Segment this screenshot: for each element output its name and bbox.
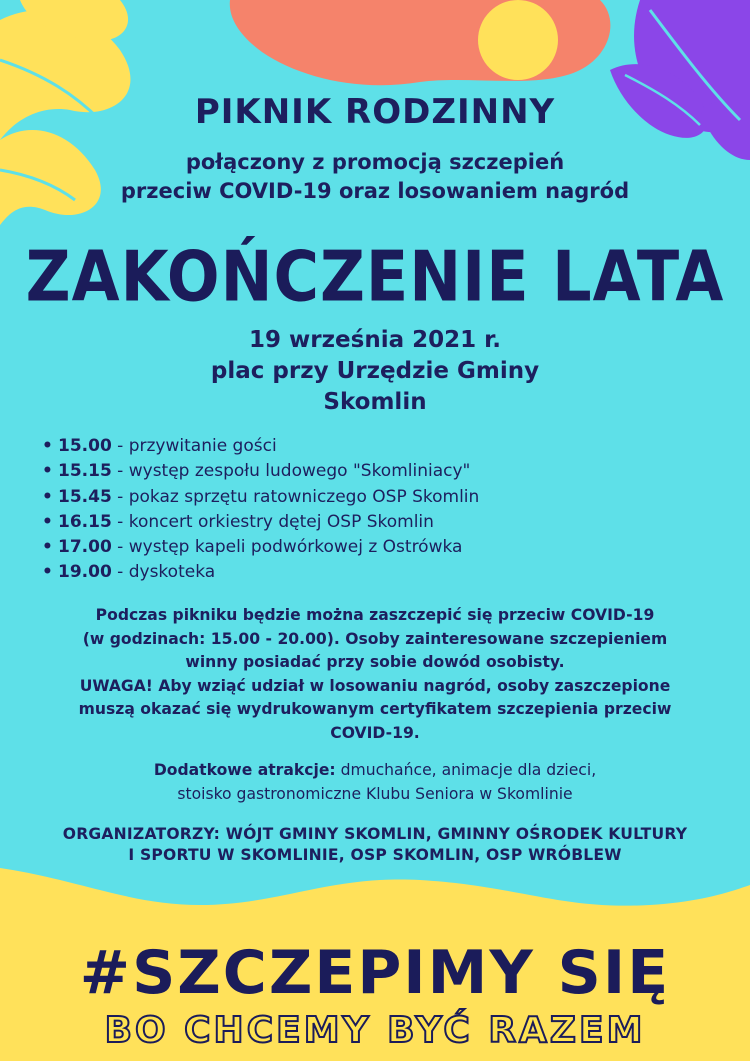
extra-attractions-line-2: stoisko gastronomiczne Klubu Seniora w Skomlinie <box>177 784 573 803</box>
page-title: PIKNIK RODZINNY <box>194 92 556 132</box>
bullet-icon: • <box>42 461 53 482</box>
schedule-time: 17.00 <box>58 537 112 558</box>
schedule-time: 16.15 <box>58 511 112 532</box>
vaccination-info-line: winny posiadać przy sobie dowód osobisty. <box>185 653 565 671</box>
extra-attractions <box>0 759 750 806</box>
schedule-time: 15.00 <box>58 436 112 456</box>
organizers-line-1: ORGANIZATORZY: WÓJT GMINY SKOMLIN, GMINNY OŚRODEK KULTURY <box>62 825 688 843</box>
event-name: ZAKOŃCZENIE LATA <box>25 235 725 318</box>
vaccination-info-line: Podczas pikniku będzie można zaszczepić się przeciw COVID-19 <box>95 606 655 624</box>
event-date: 19 września 2021 r. <box>249 327 501 353</box>
schedule-desc: - występ kapeli podwórkowej z Ostrówka <box>111 537 463 558</box>
bullet-icon: • <box>42 486 53 507</box>
bullet-icon: • <box>42 537 53 558</box>
schedule-desc: - przywitanie gości <box>111 436 277 456</box>
subtitle-line-1: połączony z promocją szczepień <box>185 150 565 174</box>
extra-attractions-label: Dodatkowe atrakcje: <box>153 761 336 779</box>
schedule-item <box>42 510 682 535</box>
subtitle <box>0 148 750 206</box>
vaccination-info-line: muszą okazać się wydrukowanym certyfikatem szczepienia przeciw <box>78 700 672 718</box>
bullet-icon: • <box>42 562 53 583</box>
vaccination-info <box>0 604 750 745</box>
schedule-desc: - pokaz sprzętu ratowniczego OSP Skomlin <box>111 486 480 507</box>
organizers <box>0 824 750 866</box>
subtitle-line-2: przeciw COVID-19 oraz losowaniem nagród <box>120 179 630 203</box>
vaccination-info-line: UWAGA! Aby wziąć udział w losowaniu nagród, osoby zaszczepione <box>79 676 671 695</box>
schedule-desc: - koncert orkiestry dętej OSP Skomlin <box>111 511 434 532</box>
event-date-place <box>0 325 750 418</box>
vaccination-info-line: (w godzinach: 15.00 - 20.00). Osoby zainteresowane szczepieniem <box>82 629 668 648</box>
schedule-item <box>42 459 682 484</box>
schedule-item <box>42 535 682 560</box>
schedule-item <box>42 434 682 459</box>
bullet-icon: • <box>42 511 53 532</box>
extra-attractions-line-1: dmuchańce, animacje dla dzieci, <box>335 761 597 779</box>
schedule-item <box>42 485 682 510</box>
hashtag-slogan: #SZCZEPIMY SIĘ <box>79 938 671 1008</box>
schedule-time: 15.45 <box>58 486 112 507</box>
bullet-icon: • <box>42 436 53 456</box>
tagline: BO CHCEMY BYĆ RAZEM <box>104 1010 646 1051</box>
schedule-time: 15.15 <box>58 461 112 482</box>
event-place-line-1: plac przy Urzędzie Gminy <box>210 358 540 384</box>
schedule-list <box>42 434 682 586</box>
schedule-time: 19.00 <box>58 562 112 583</box>
schedule-desc: - dyskoteka <box>111 562 216 583</box>
schedule-desc: - występ zespołu ludowego "Skomliniacy" <box>111 461 471 482</box>
event-place-line-2: Skomlin <box>323 389 427 415</box>
organizers-line-2: I SPORTU W SKOMLINIE, OSP SKOMLIN, OSP WRÓBLEW <box>128 846 622 864</box>
schedule-item <box>42 560 682 585</box>
vaccination-info-line: COVID-19. <box>330 723 420 742</box>
